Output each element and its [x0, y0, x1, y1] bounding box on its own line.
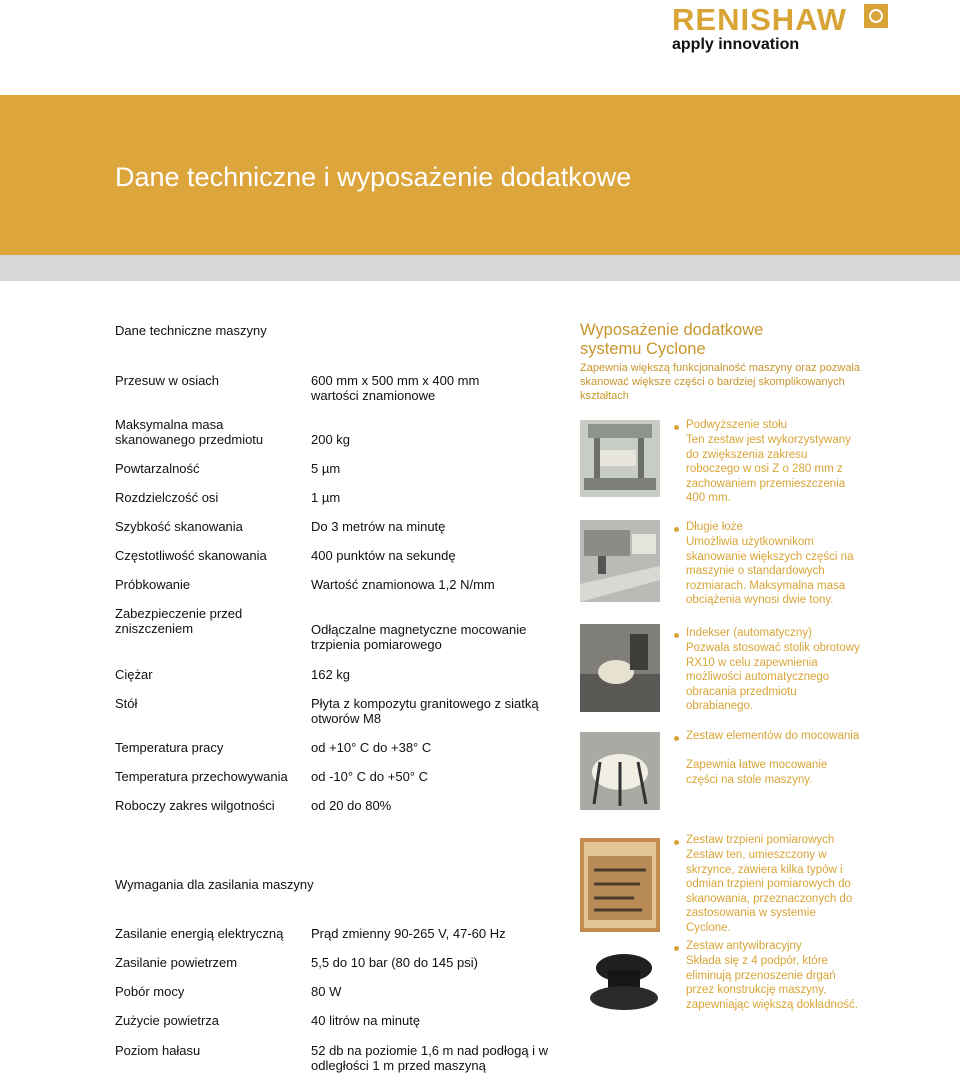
bullet-icon [674, 425, 679, 430]
spec-label: Roboczy zakres wilgotności [115, 798, 275, 813]
indexer-image [580, 624, 660, 712]
spec-label: Temperatura przechowywania [115, 769, 288, 784]
option-title: Długie łoże [686, 521, 743, 533]
spec-label: Przesuw w osiach [115, 373, 220, 388]
option-title: Zestaw elementów do mocowania [686, 730, 860, 742]
raised-table-photo [580, 420, 660, 497]
spec-label: Szybkość skanowania [115, 519, 243, 534]
option-title: Zestaw antywibracyjny [686, 940, 802, 952]
spec-label: Próbkowanie [115, 577, 191, 592]
stylus-kit-photo [580, 838, 660, 932]
spec-value: Do 3 metrów na minutę [311, 519, 446, 534]
spec-label: Rozdzielczość osi [115, 490, 219, 505]
option-desc: Pozwala stosować stolik obrotowy RX10 w celu zapewnienia możliwości automatycznego obracania przedmiotu obrabianego. [686, 642, 860, 712]
page-title: Dane techniczne i wyposażenie dodatkowe [115, 162, 632, 192]
power-label: Zasilanie powietrzem [115, 955, 238, 970]
spec-label: Powtarzalność [115, 461, 200, 476]
power-value: 52 db na poziomie 1,6 m nad podłogą i w odległości 1 m przed maszyną [311, 1043, 549, 1073]
spec-value: od 20 do 80% [311, 798, 392, 813]
power-value: Prąd zmienny 90-265 V, 47-60 Hz [311, 926, 506, 941]
tagline: apply innovation [672, 36, 800, 53]
spec-value: od -10° C do +50° C [311, 769, 428, 784]
spec-label: Stół [115, 696, 138, 711]
bullet-icon [674, 633, 679, 638]
spec-label: Ciężar [115, 667, 153, 682]
option-title: Podwyższenie stołu [686, 419, 787, 431]
spec-value: 200 kg [311, 432, 351, 447]
bullet-icon [674, 840, 679, 845]
spec-value: od +10° C do +38° C [311, 740, 432, 755]
specs-heading: Dane techniczne maszyny [115, 323, 267, 338]
power-label: Zużycie powietrza [115, 1013, 220, 1028]
option-desc: Zapewnia łatwe mocowanie części na stole maszyny. [686, 759, 828, 786]
spec-label: Zabezpieczenie przed zniszczeniem [115, 606, 243, 636]
power-value: 40 litrów na minutę [311, 1013, 421, 1028]
bullet-icon [674, 527, 679, 532]
long-bed-photo [580, 520, 660, 602]
power-label: Pobór mocy [115, 984, 185, 999]
divider-band [0, 255, 960, 281]
spec-label: Częstotliwość skanowania [115, 548, 267, 563]
power-heading: Wymagania dla zasilania maszyny [115, 877, 314, 892]
spec-value: 400 punktów na sekundę [311, 548, 456, 563]
bullet-icon [674, 946, 679, 951]
logo-text: RENISHAW [672, 2, 848, 37]
spec-value: Odłączalne magnetyczne mocowanie trzpienia pomiarowego [311, 622, 527, 652]
option-desc: Ten zestaw jest wykorzystywany do zwiększenia zakresu roboczego w osi Z o 280 mm z zachowaniem przemieszczenia 400 mm. [686, 434, 851, 504]
option-title: Zestaw trzpieni pomiarowych [686, 834, 835, 846]
logo-icon [864, 4, 888, 28]
options-title: Wyposażenie dodatkowe systemu Cyclone [580, 321, 764, 358]
spec-value: Wartość znamionowa 1,2 N/mm [311, 577, 495, 592]
spec-label: Temperatura pracy [115, 740, 224, 755]
long-bed-image [580, 520, 660, 602]
spec-value: 600 mm x 500 mm x 400 mm wartości znamionowe [311, 373, 480, 403]
raised-table-image [580, 420, 660, 497]
power-value: 5,5 do 10 bar (80 do 145 psi) [311, 955, 478, 970]
anti-vibration-photo [588, 948, 660, 1016]
spec-value: 1 µm [311, 490, 341, 505]
indexer-photo [580, 624, 660, 712]
options-subtitle: Zapewnia większą funkcjonalność maszyny oraz pozwala skanować większe części o bardziej skomplikowanych kształtach [580, 362, 861, 402]
option-title: Indekser (automatyczny) [686, 627, 812, 639]
power-label: Zasilanie energią elektryczną [115, 926, 284, 941]
fixture-kit-photo [580, 732, 660, 810]
option-desc: Składa się z 4 podpór, które eliminują przenoszenie drgań przez konstrukcję maszyny, zapewniając większą dokładność. [686, 955, 858, 1011]
spec-value: 5 µm [311, 461, 341, 476]
spec-value: Płyta z kompozytu granitowego z siatką otworów M8 [311, 696, 539, 726]
option-desc: Zestaw ten, umieszczony w skrzynce, zawiera kilka typów i odmian trzpieni pomiarowych do skanowania, przeznaczonych do zastosowania w systemie Cyclone. [686, 849, 853, 934]
anti-vibration-image [588, 948, 660, 1016]
power-label: Poziom hałasu [115, 1043, 201, 1058]
option-desc: Umożliwia użytkownikom skanowanie większych części na maszynie o standardowych rozmiarach. Maksymalna masa obciążenia wynosi dwie tony. [686, 536, 854, 606]
spec-label: Maksymalna masa skanowanego przedmiotu [115, 417, 264, 447]
bullet-icon [674, 736, 679, 741]
power-value: 80 W [311, 984, 342, 999]
fixture-kit-image [580, 732, 660, 810]
spec-value: 162 kg [311, 667, 351, 682]
stylus-kit-image [580, 838, 660, 932]
